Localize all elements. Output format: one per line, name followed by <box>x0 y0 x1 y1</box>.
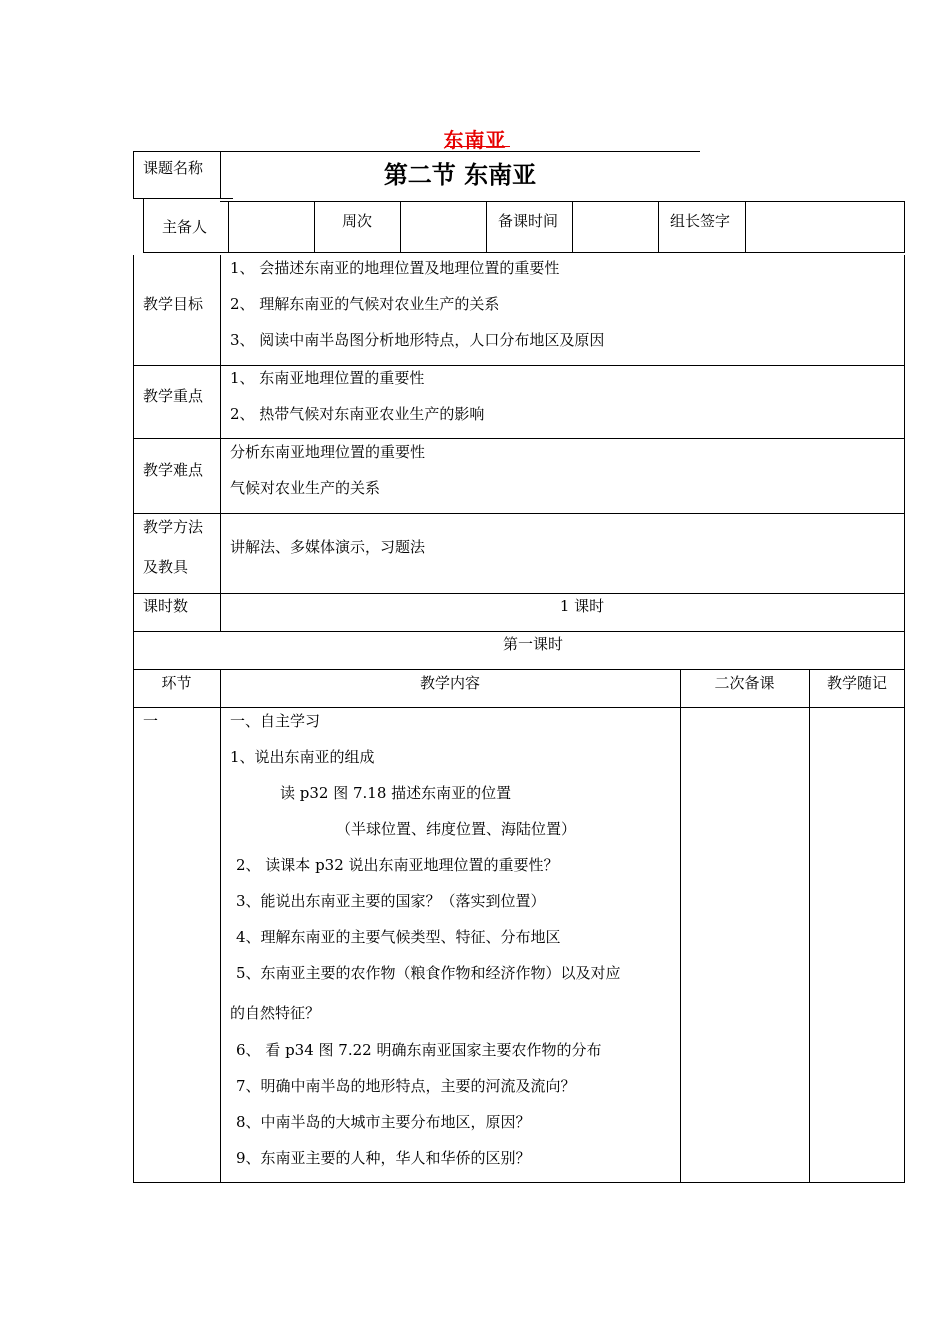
stage-number: 一 <box>143 712 159 730</box>
content-line: 8、中南半岛的大城市主要分布地区，原因？ <box>236 1113 531 1131</box>
week-label: 周次 <box>342 212 373 230</box>
methods-label-2: 及教具 <box>143 558 189 576</box>
column-header-stage: 环节 <box>161 674 192 692</box>
leader-sign-label: 组长签字 <box>670 212 731 230</box>
key-points-label: 教学重点 <box>143 387 204 405</box>
periods-label: 课时数 <box>143 597 189 615</box>
content-line: 4、理解东南亚的主要气候类型、特征、分布地区 <box>236 928 561 946</box>
column-header-second-prep: 二次备课 <box>714 674 775 692</box>
content-line: 7、明确中南半岛的地形特点，主要的河流及流向？ <box>236 1077 576 1095</box>
content-line: 1、说出东南亚的组成 <box>230 748 375 766</box>
difficulty-item: 分析东南亚地理位置的重要性 <box>230 443 426 461</box>
column-header-notes: 教学随记 <box>826 674 887 692</box>
periods-value: 1 课时 <box>559 597 605 615</box>
content-line: 2、 读课本 p32 说出东南亚地理位置的重要性？ <box>236 856 559 874</box>
topic-value: 第二节 东南亚 <box>383 161 537 189</box>
key-point-item: 2、 热带气候对东南亚农业生产的影响 <box>230 405 485 423</box>
methods-label: 教学方法 <box>143 518 204 536</box>
content-line: 读 p32 图 7.18 描述东南亚的位置 <box>280 784 512 802</box>
preparer-label: 主备人 <box>162 218 208 236</box>
objective-item: 2、 理解东南亚的气候对农业生产的关系 <box>230 295 500 313</box>
key-point-item: 1、 东南亚地理位置的重要性 <box>230 369 425 387</box>
prep-time-label: 备课时间 <box>498 212 559 230</box>
methods-value: 讲解法、多媒体演示，习题法 <box>230 538 426 556</box>
lesson-title: 第一课时 <box>502 635 563 653</box>
objectives-label: 教学目标 <box>143 295 204 313</box>
topic-label: 课题名称 <box>143 159 204 177</box>
content-line: 3、能说出东南亚主要的国家？（落实到位置） <box>236 892 546 910</box>
content-line: 5、东南亚主要的农作物（粮食作物和经济作物）以及对应 <box>236 964 621 982</box>
content-line: （半球位置、纬度位置、海陆位置） <box>336 820 577 838</box>
document-title: 东南亚 <box>443 128 507 152</box>
objective-item: 3、 阅读中南半岛图分析地形特点，人口分布地区及原因 <box>230 331 605 349</box>
content-line: 的自然特征？ <box>230 1004 321 1022</box>
objective-item: 1、 会描述东南亚的地理位置及地理位置的重要性 <box>230 259 560 277</box>
difficulties-label: 教学难点 <box>143 461 204 479</box>
difficulty-item: 气候对农业生产的关系 <box>230 479 381 497</box>
column-header-content: 教学内容 <box>419 674 480 692</box>
content-line: 一、自主学习 <box>230 712 321 730</box>
content-line: 6、 看 p34 图 7.22 明确东南亚国家主要农作物的分布 <box>236 1041 602 1059</box>
content-line: 9、东南亚主要的人种，华人和华侨的区别？ <box>236 1149 531 1167</box>
